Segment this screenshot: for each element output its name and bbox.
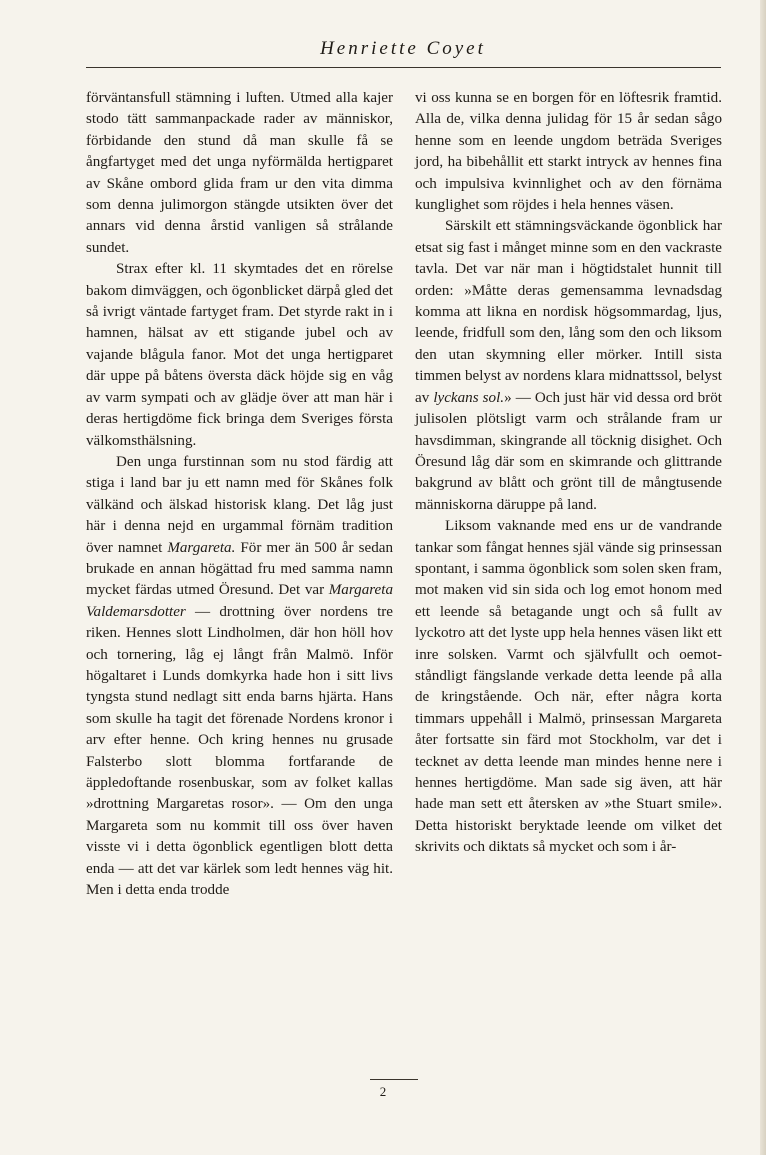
page-number: 2 [379, 1084, 387, 1099]
text-run: » — Och just här vid dessa ord bröt julisolen plötsligt varm och strålande fram ur havsdimman, skingrande all töcknig disighet. Och Öresund låg där som en skimrande och glittrande bakgrund av blått och grönt till de mångtusende människorna däruppe på land. [415, 389, 722, 513]
right-column [415, 88, 722, 1078]
italic-quote: lyckans sol. [433, 389, 505, 406]
header-rule [86, 67, 721, 68]
page-edge [760, 0, 766, 1155]
paragraph: förväntansfull stämning i luften. Utmed alla kajer stodo tätt sammanpackade rader av människor, förbidande den stund då man skulle få se ångfartyget med det unga nyförmälda hertigparet av Skåne ombord glida fram ur den vita dimma som denna julimorgon stängde utsikten över det annars vid denna årstid vanligen så strålande sundet. [86, 90, 393, 256]
text-columns [86, 88, 722, 1078]
italic-name: Margareta. [167, 539, 236, 556]
paragraph: vi oss kunna se en borgen för en löftesrik framtid. Alla de, vilka denna julidag för 15 år sedan sågo henne som en leende ungdom beträda Sveriges jord, ha bibehållit ett starkt intryck av hennes fina och impulsiva kvinnlighet och av den förnäma kunglighet som röjdes i hela hennes väsen. [415, 90, 722, 214]
paragraph [415, 216, 722, 516]
italic-name: Margareta Valdemarsdotter [86, 582, 393, 620]
left-column [86, 88, 393, 1078]
text-run: — drottning över nordens tre riken. Hennes slott Lindholmen, där hon höll hov och tornering, låg ej långt från Malmö. Inför högaltaret i Lunds domkyrka hade hon i sitt livs tyngsta stund nedlagt sitt enda barns hjärta. Hans som skulle ha tagit det förenade Nordens kronor i arv efter henne. Och kring hennes nu grusade Falsterbo slott blomma fortfarande de äppledoftande rosenbuskar, som av folket kallas »drottning Margaretas rosor». — Om den unga Margareta som nu kommit till oss över haven visste vi i detta ögonblick egentligen blott detta enda — att det var kärlek som ledt hennes väg hit. Men i detta enda trodde [86, 603, 393, 899]
text-run: För mer än 500 år sedan brukade en annan högättad fru med samma namn mycket färdas utmed Öresund. Det var [86, 539, 393, 599]
paragraph: Strax efter kl. 11 skymtades det en rörelse bakom dimväggen, och ögonblicket därpå gled det så ivrigt väntade fartyget fram. Det styrde rakt in i hamnen, hälsat av ett stigande jubel och av vajande blågula fanor. Mot det unga hertigparet där uppe på båtens översta däck höjde sig en våg av varm sympati och av glädje över att man här i deras hertigdöme fick bringa dem Sveriges första välkomsthälsning. [86, 261, 393, 449]
paragraph [86, 452, 393, 902]
running-title: Henriette Coyet [320, 38, 486, 59]
text-run: Den unga furstinnan som nu stod färdig att stiga i land bar ju ett namn med för Skånes folk välkänd och älskad historisk klang. Det låg just här i denna nejd en urgammal förnäm tradition över namnet [86, 453, 393, 556]
text-run: Särskilt ett stämningsväckande ögonblick har etsat sig fast i månget minne som en den vackraste tavla. Det var när man i högtidstalet hunnit till orden: »Måtte deras gemensamma levnadsdag komma att likna en nordisk högsommardag, ljus, leende, fridfull som den, lång som den och liksom den utan skymning eller mörker. Intill sista timmen belyst av nordens klara midnattssol, belyst av [415, 218, 722, 406]
paragraph: Liksom vaknande med ens ur de vandrande tankar som fångat hennes själ vände sig prinsessan spontant, i samma ögonblick som solen sken fram, mot maken vid sin sida och log emot honom med ett leende så betagande ungt och så fullt av lyckotro att det lyste upp hela hennes väsen likt ett inre solsken. Varmt och självfullt och oemotståndligt fängslande verkade detta leende på alla de kringstående. Och när, efter några korta timmars uppehåll i Malmö, prinsessan Margareta åter fortsatte sin färd mot Stockholm, var det i tecknet av detta leende man mindes henne nere i hennes hertigdöme. Man sade sig även, att här hade man sett ett återsken av »the Stuart smile». Detta historiskt beryktade leende om vilket det skrivits och diktats så mycket och som i år- [415, 518, 722, 856]
footer-rule [370, 1079, 418, 1080]
